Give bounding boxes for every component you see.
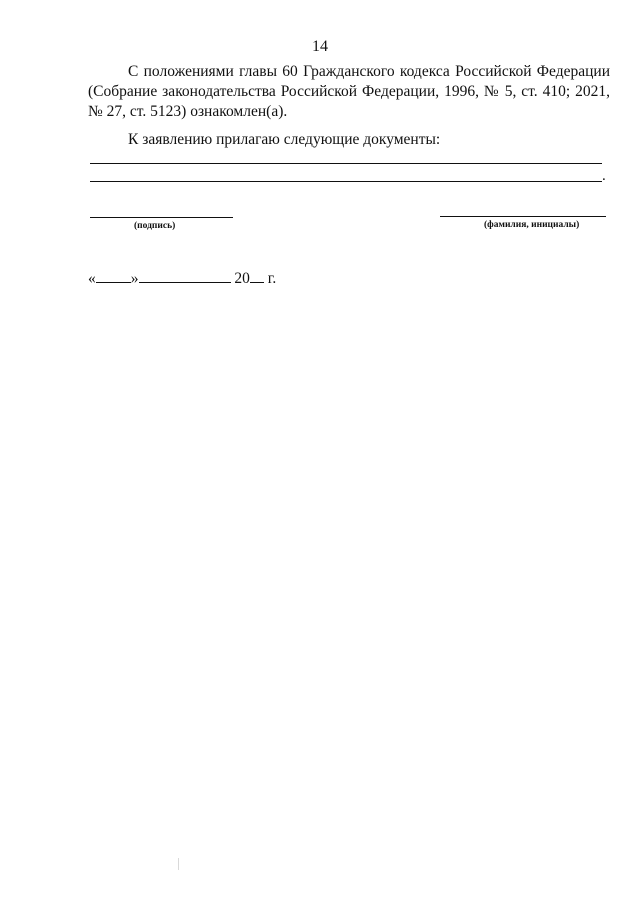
date-year-blank [250,270,264,283]
date-open-quote: « [88,270,96,287]
date-month-blank [139,270,231,283]
documents-line-1 [90,163,602,164]
signature-line [90,217,233,218]
documents-line-2 [90,181,602,182]
date-close-quote: » [130,270,139,287]
date-line [88,270,276,288]
name-line [440,216,606,217]
signature-caption: (подпись) [134,221,176,231]
name-caption: (фамилия, инициалы) [484,220,580,230]
page-number: 14 [312,38,328,55]
date-day-blank [96,270,131,283]
scan-artifact [178,858,179,870]
acknowledgement-paragraph: С положениями главы 60 Гражданского кодекса Российской Федерации (Собрание законодательства Российской Федерации, 1996, № 5, ст. 410; 2021, № 27, ст. 5123) ознакомлен(а). [88,63,610,120]
documents-end-mark: . [602,168,606,184]
date-year-prefix: 20 [234,270,250,287]
documents-heading: К заявлению прилагаю следующие документы: [128,131,441,148]
date-year-suffix: г. [263,270,277,287]
